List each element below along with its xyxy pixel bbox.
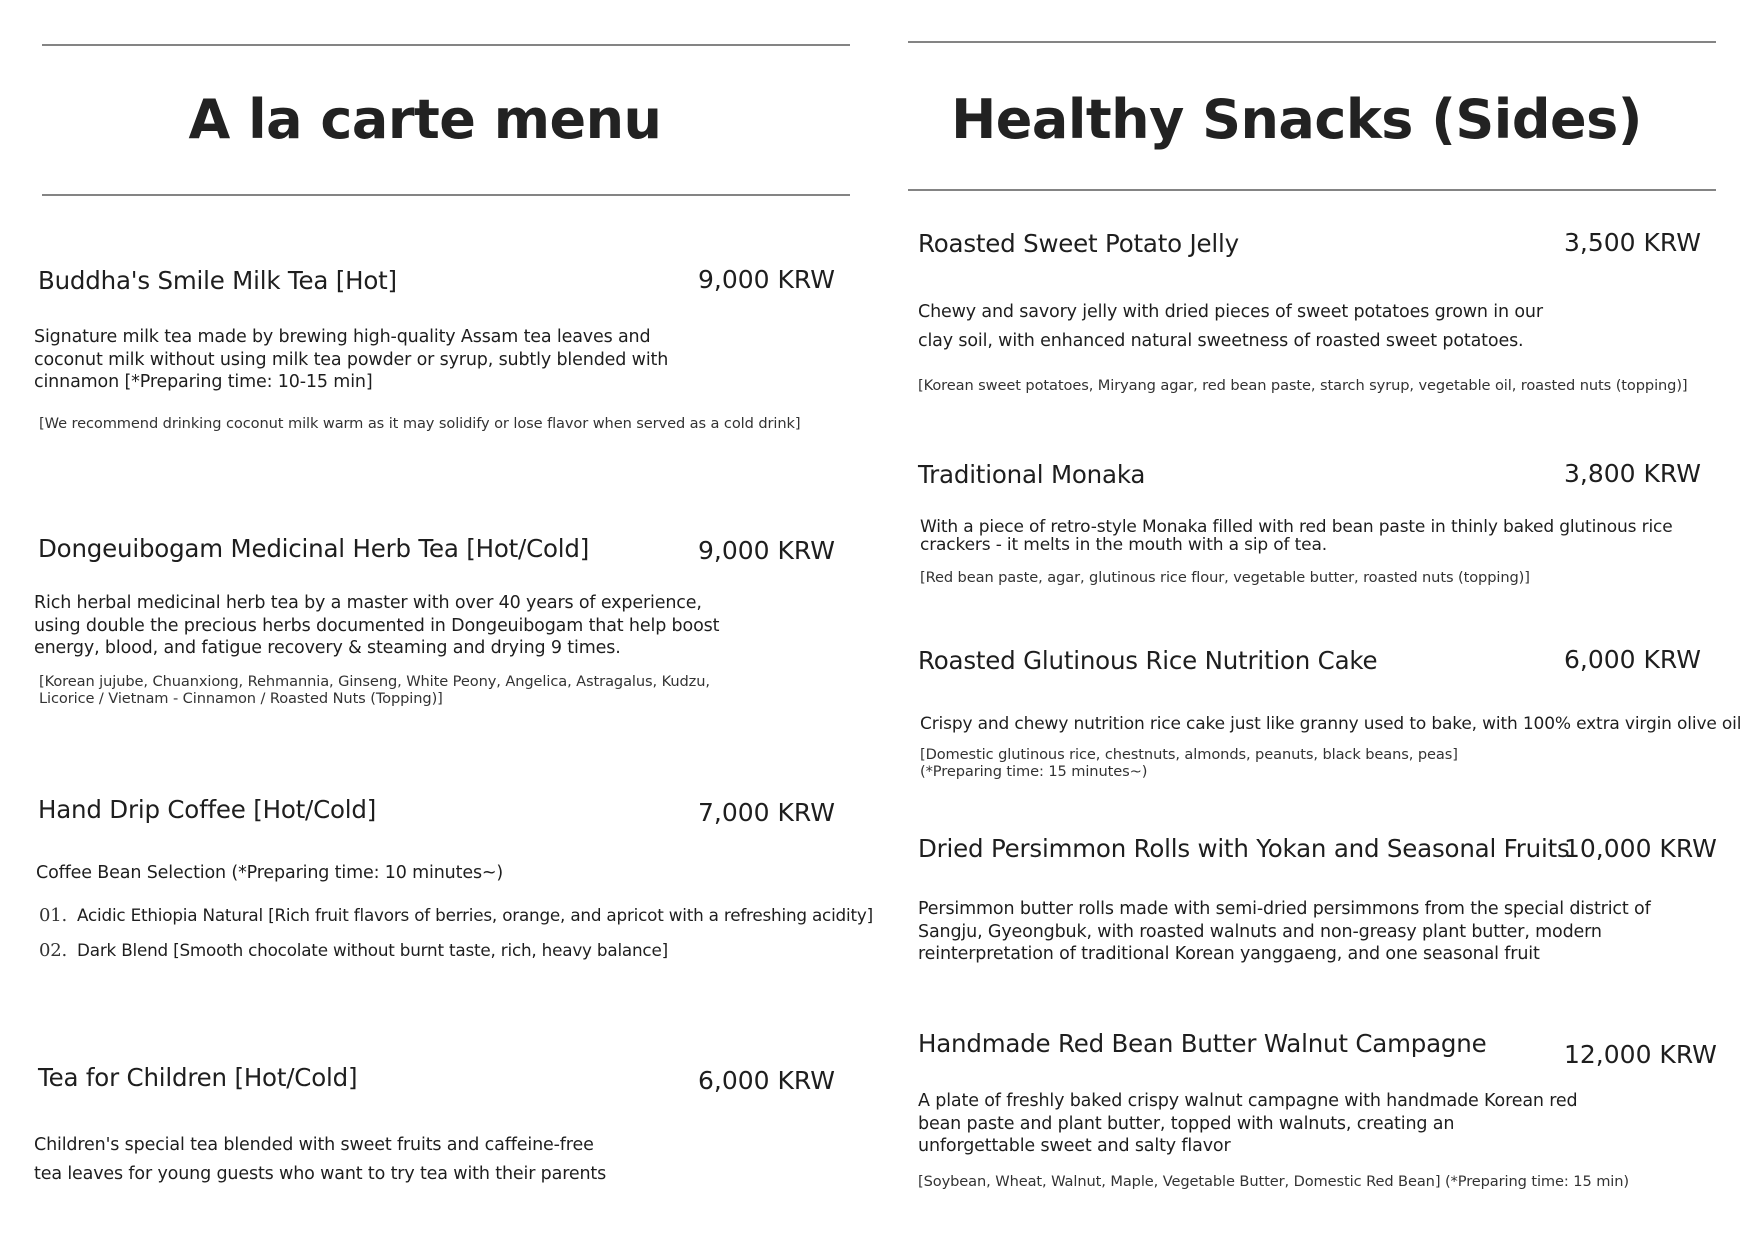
item-ingredients: [Soybean, Wheat, Walnut, Maple, Vegetable Butter, Domestic Red Bean] (*Preparing time: 15 min) <box>918 1173 1630 1190</box>
item-note: [We recommend drinking coconut milk warm as it may solidify or lose flavor when served as a cold drink] <box>39 415 801 432</box>
item-price: 6,000 KRW <box>698 1066 835 1095</box>
item-description: Persimmon butter rolls made with semi-dried persimmons from the special district of Sangju, Gyeongbuk, with roasted walnuts and non-greasy plant butter, modern reinterpretation of traditional Korean yanggaeng, and one seasonal fruit <box>918 899 1651 964</box>
item-name: Tea for Children [Hot/Cold] <box>38 1063 358 1092</box>
item-price: 7,000 KRW <box>698 798 835 827</box>
item-price: 6,000 KRW <box>1564 645 1701 674</box>
item-name: Traditional Monaka <box>918 460 1146 489</box>
item-name: Roasted Sweet Potato Jelly <box>918 229 1239 258</box>
item-name: Dongeuibogam Medicinal Herb Tea [Hot/Cold] <box>38 534 590 563</box>
section-title: A la carte menu <box>188 88 662 151</box>
item-name: Hand Drip Coffee [Hot/Cold] <box>38 795 377 824</box>
bean-text: Dark Blend [Smooth chocolate without burnt taste, rich, heavy balance] <box>77 940 668 960</box>
item-price: 9,000 KRW <box>698 536 835 565</box>
bean-text: Acidic Ethiopia Natural [Rich fruit flavors of berries, orange, and apricot with a refreshing acidity] <box>77 905 873 925</box>
item-description: Crispy and chewy nutrition rice cake just like granny used to bake, with 100% extra virgin olive oil <box>920 714 1742 734</box>
item-name: Roasted Glutinous Rice Nutrition Cake <box>918 646 1378 675</box>
bean-number: 01. <box>39 905 68 926</box>
item-description: With a piece of retro-style Monaka filled with red bean paste in thinly baked glutinous rice crackers - it melts in the mouth with a sip of tea. <box>920 517 1673 555</box>
healthy-snacks-section <box>880 0 1753 1240</box>
item-ingredients: [Korean jujube, Chuanxiong, Rehmannia, Ginseng, White Peony, Angelica, Astragalus, Kudzu, Licorice / Vietnam - Cinnamon / Roasted Nuts (Topping)] <box>39 673 710 707</box>
item-description: Signature milk tea made by brewing high-quality Assam tea leaves and coconut milk without using milk tea powder or syrup, subtly blended with cinnamon [*Preparing time: 10-15 min] <box>34 327 669 392</box>
item-price: 9,000 KRW <box>698 265 835 294</box>
item-price: 3,800 KRW <box>1564 459 1701 488</box>
bean-option-1 <box>39 905 873 926</box>
item-description: A plate of freshly baked crispy walnut campagne with handmade Korean red bean paste and plant butter, topped with walnuts, creating an unforgettable sweet and salty flavor <box>918 1091 1578 1156</box>
item-description: Children's special tea blended with sweet fruits and caffeine-free tea leaves for young guests who want to try tea with their parents <box>34 1135 607 1184</box>
a-la-carte-section <box>0 0 873 1240</box>
item-ingredients: [Domestic glutinous rice, chestnuts, almonds, peanuts, black beans, peas] (*Preparing time: 15 minutes~) <box>920 746 1458 780</box>
bottom-divider <box>908 189 1716 191</box>
item-name: Handmade Red Bean Butter Walnut Campagne <box>918 1029 1487 1058</box>
item-price: 12,000 KRW <box>1564 1040 1717 1069</box>
top-divider <box>42 44 850 46</box>
bean-number: 02. <box>39 940 68 961</box>
item-price: 3,500 KRW <box>1564 228 1701 257</box>
item-ingredients: [Red bean paste, agar, glutinous rice flour, vegetable butter, roasted nuts (topping)] <box>920 569 1530 586</box>
bean-option-2 <box>39 940 668 961</box>
bottom-divider <box>42 194 850 196</box>
item-price: 10,000 KRW <box>1564 834 1717 863</box>
top-divider <box>908 41 1716 43</box>
item-ingredients: [Korean sweet potatoes, Miryang agar, red bean paste, starch syrup, vegetable oil, roasted nuts (topping)] <box>918 377 1688 394</box>
item-description: Rich herbal medicinal herb tea by a master with over 40 years of experience, using double the precious herbs documented in Dongeuibogam that help boost energy, blood, and fatigue recovery & steaming and drying 9 times. <box>34 593 720 658</box>
item-name: Dried Persimmon Rolls with Yokan and Seasonal Fruits <box>918 834 1570 863</box>
bean-selection-subtitle: Coffee Bean Selection (*Preparing time: 10 minutes~) <box>36 863 504 883</box>
item-name: Buddha's Smile Milk Tea [Hot] <box>38 266 397 295</box>
section-title: Healthy Snacks (Sides) <box>951 88 1642 151</box>
item-description: Chewy and savory jelly with dried pieces of sweet potatoes grown in our clay soil, with enhanced natural sweetness of roasted sweet potatoes. <box>918 302 1543 351</box>
